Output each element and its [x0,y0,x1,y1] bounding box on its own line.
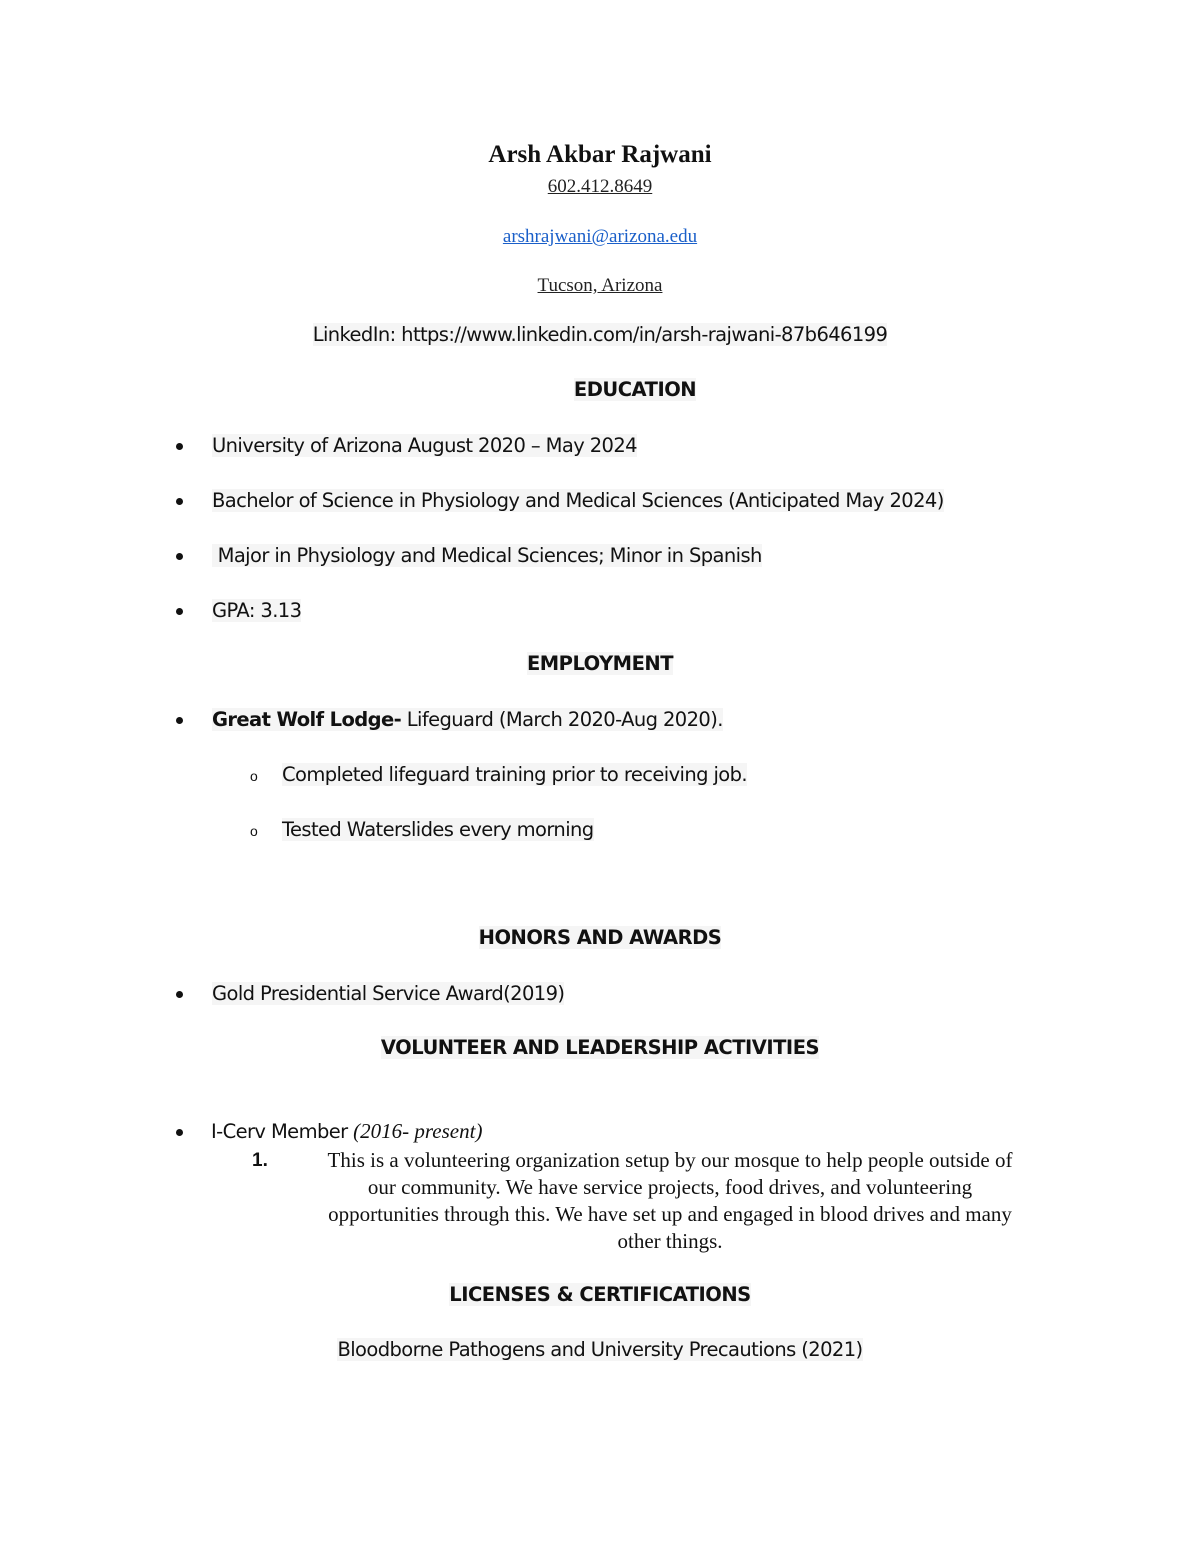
licenses-item-row [0,1338,1200,1361]
volunteer-description-line: This is a volunteering organization setup by our mosque to help people outside of [327,1148,1013,1172]
bullet-icon [176,443,183,450]
circle-bullet-icon: o [250,823,258,839]
linkedin-row [0,323,1200,346]
employment-subitem: Completed lifeguard training prior to receiving job. [282,763,748,786]
employer-name: Great Wolf Lodge- [212,708,402,731]
bullet-icon [176,1129,183,1136]
volunteer-description-line: other things. [617,1229,723,1253]
volunteer-item-title: I-Cerv Member [211,1120,354,1143]
employment-heading-row [0,652,1200,675]
volunteer-description-line: our community. We have service projects, food drives, and volunteering [367,1175,973,1199]
employment-subitem: Tested Waterslides every morning [282,818,594,841]
bullet-icon [176,553,183,560]
volunteer-description-line: opportunities through this. We have set up and engaged in blood drives and many [328,1202,1012,1226]
volunteer-description [285,1147,1055,1255]
location: Tucson, Arizona [537,275,663,296]
education-item-major: Major in Physiology and Medical Sciences; Minor in Spanish [212,544,762,567]
education-item-gpa: GPA: 3.13 [212,599,302,622]
bullet-icon [176,991,183,998]
volunteer-heading-row [0,1036,1200,1059]
linkedin-url[interactable]: LinkedIn: https://www.linkedin.com/in/arsh-rajwani-87b646199 [312,323,888,346]
honors-heading: HONORS AND AWARDS [478,926,722,949]
bullet-icon [176,717,183,724]
email-link[interactable]: arshrajwani@arizona.edu [502,226,698,247]
bullet-icon [176,498,183,505]
circle-bullet-icon: o [250,768,258,784]
bullet-icon [176,608,183,615]
honors-heading-row [0,926,1200,949]
honors-item: Gold Presidential Service Award(2019) [212,982,565,1005]
license-item: Bloodborne Pathogens and University Precautions (2021) [337,1338,863,1361]
education-heading-row [70,378,1200,401]
volunteer-heading: VOLUNTEER AND LEADERSHIP ACTIVITIES [380,1036,820,1059]
licenses-heading: LICENSES & CERTIFICATIONS [449,1283,751,1306]
education-heading: EDUCATION [573,378,697,401]
education-item-university: University of Arizona August 2020 – May 2024 [212,434,637,457]
employment-item-job [212,708,723,731]
volunteer-item [211,1119,482,1144]
licenses-heading-row [0,1283,1200,1306]
job-detail: Lifeguard (March 2020-Aug 2020). [401,708,723,731]
volunteer-item-dates: (2016- present) [353,1119,483,1143]
resume-name: Arsh Akbar Rajwani [488,141,712,168]
education-item-degree: Bachelor of Science in Physiology and Medical Sciences (Anticipated May 2024) [212,489,944,512]
phone-number[interactable]: 602.412.8649 [547,176,653,197]
employment-heading: EMPLOYMENT [526,652,674,675]
list-number: 1. [252,1150,268,1171]
